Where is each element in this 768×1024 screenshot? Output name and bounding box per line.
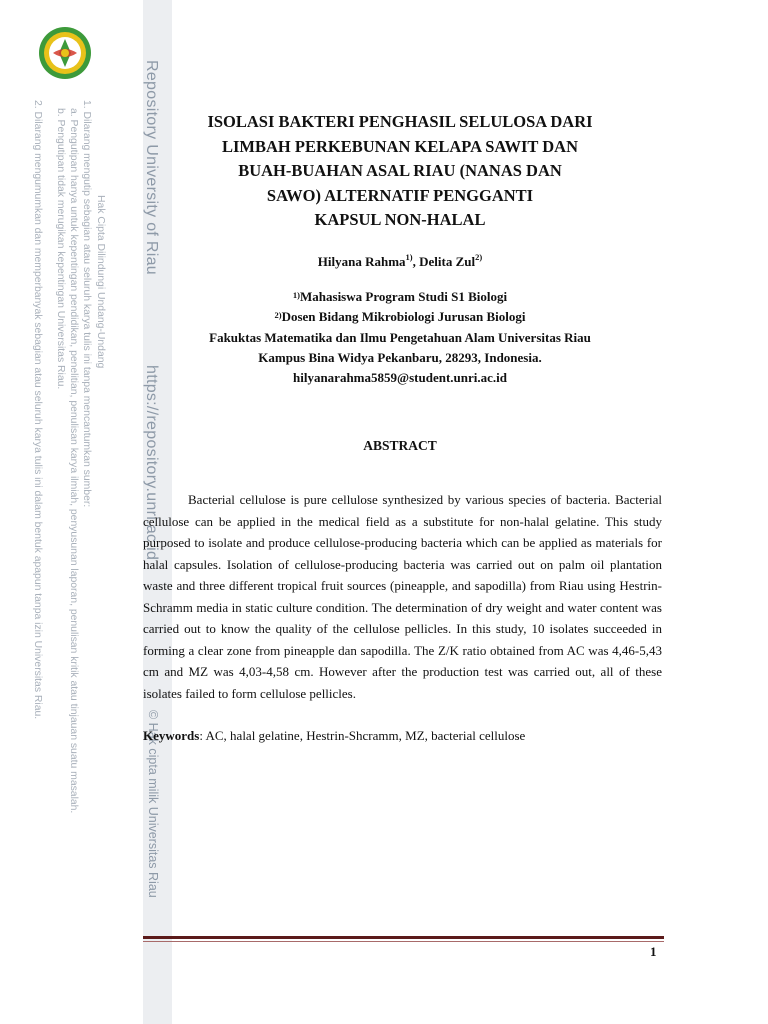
title-line: KAPSUL NON-HALAL [314,210,486,229]
footer-rule [143,936,664,939]
keywords-text: : AC, halal gelatine, Hestrin-Shcramm, MZ, bacterial cellulose [199,728,526,743]
affiliation-text: Mahasiswa Program Studi S1 Biologi [300,289,508,304]
author-affiliation-mark: 2) [475,252,483,262]
author-email[interactable]: hilyanarahma5859@student.unri.ac.id [293,370,507,386]
title-line: ISOLASI BAKTERI PENGHASIL SELULOSA DARI [207,112,593,131]
author-line [190,254,610,270]
abstract-heading: ABSTRACT [363,438,437,453]
title-line: SAWO) ALTERNATIF PENGGANTI [266,185,534,205]
author-affiliation-mark: 1) [405,252,413,262]
affiliation-mark: 2) [274,310,282,321]
affiliation-line: Kampus Bina Widya Pekanbaru, 28293, Indonesia. [258,349,542,365]
author-name: Delita Zul [419,254,476,269]
keywords-line [143,728,663,744]
copyright-notice-item: b. Pengutipan tidak merugikan kepentingan Universitas Riau. [55,108,66,390]
keywords-label: Keywords [143,728,200,743]
repository-url-link[interactable]: https://repository.unri.ac.id [143,365,160,561]
copyright-watermark: © Hak cipta milik Universitas Riau [146,710,160,898]
abstract-text: Bacterial cellulose is pure cellulose synthesized by various species of bacteria. Bacterial cellulose can be applied in the medical field as a substitute for non-halal gelatine. This study purposed to isolate and produce cellulose-producing bacteria which can be applied as materials for halal capsules. Isolation of cellulose-producing bacteria was carried out on palm oil plantation waste and three different tropical fruit sources (pineapple, and sapodilla) from Riau using Hestrin-Schramm media in static culture condition. The determination of dry weight and water content was carried out to know the quality of the cellulose pellicles. In this study, 10 isolates succeeded in forming a clear zone from pineapple dan sapodilla. The Z/K ratio obtained from AC was 4,46-5,43 cm and MZ was 4,03-4,58 cm. However after the production test was carried out, all of these isolates failed to form cellulose pellicles. [143,492,662,701]
author-separator: , [412,254,420,269]
page-number: 1 [650,944,657,959]
affiliation-block [160,287,640,388]
affiliation-mark: 1) [292,290,301,300]
affiliation-line: Fakuktas Matematika dan Ilmu Pengetahuan Alam Universitas Riau [209,329,591,345]
paper-title [190,110,610,233]
affiliation-text: Dosen Bidang Mikrobiologi Jurusan Biologi [281,309,526,325]
copyright-notice-heading: Hak Cipta Dilindungi Undang-Undang [95,195,106,369]
affiliation-line [160,307,640,327]
author-name: Hilyana Rahma [317,254,406,269]
copyright-notice-item: 1. Dilarang mengutip sebagian atau seluruh karya tulis ini tanpa mencantumkan sumber: [81,100,92,508]
title-line: BUAH-BUAHAN ASAL RIAU (NANAS DAN [238,161,562,180]
repository-title-watermark: Repository University of Riau [143,60,160,275]
footer-rule-thin [143,941,664,942]
title-line: LIMBAH PERKEBUNAN KELAPA SAWIT DAN [221,136,579,156]
copyright-notice-item: a. Pengutipan hanya untuk kepentingan pendidikan, penelitian, penulisan karya ilmiah, penyusunan laporan, penulisan kritik atau tinjauan suatu masalah. [68,108,79,814]
affiliation-line [160,287,640,307]
copyright-notice-item: 2. Dilarang mengumumkan dan memperbanyak sebagian atau seluruh karya tulis ini dalam bentuk apapun tanpa izin Universitas Riau. [32,100,43,720]
university-logo [38,25,92,81]
